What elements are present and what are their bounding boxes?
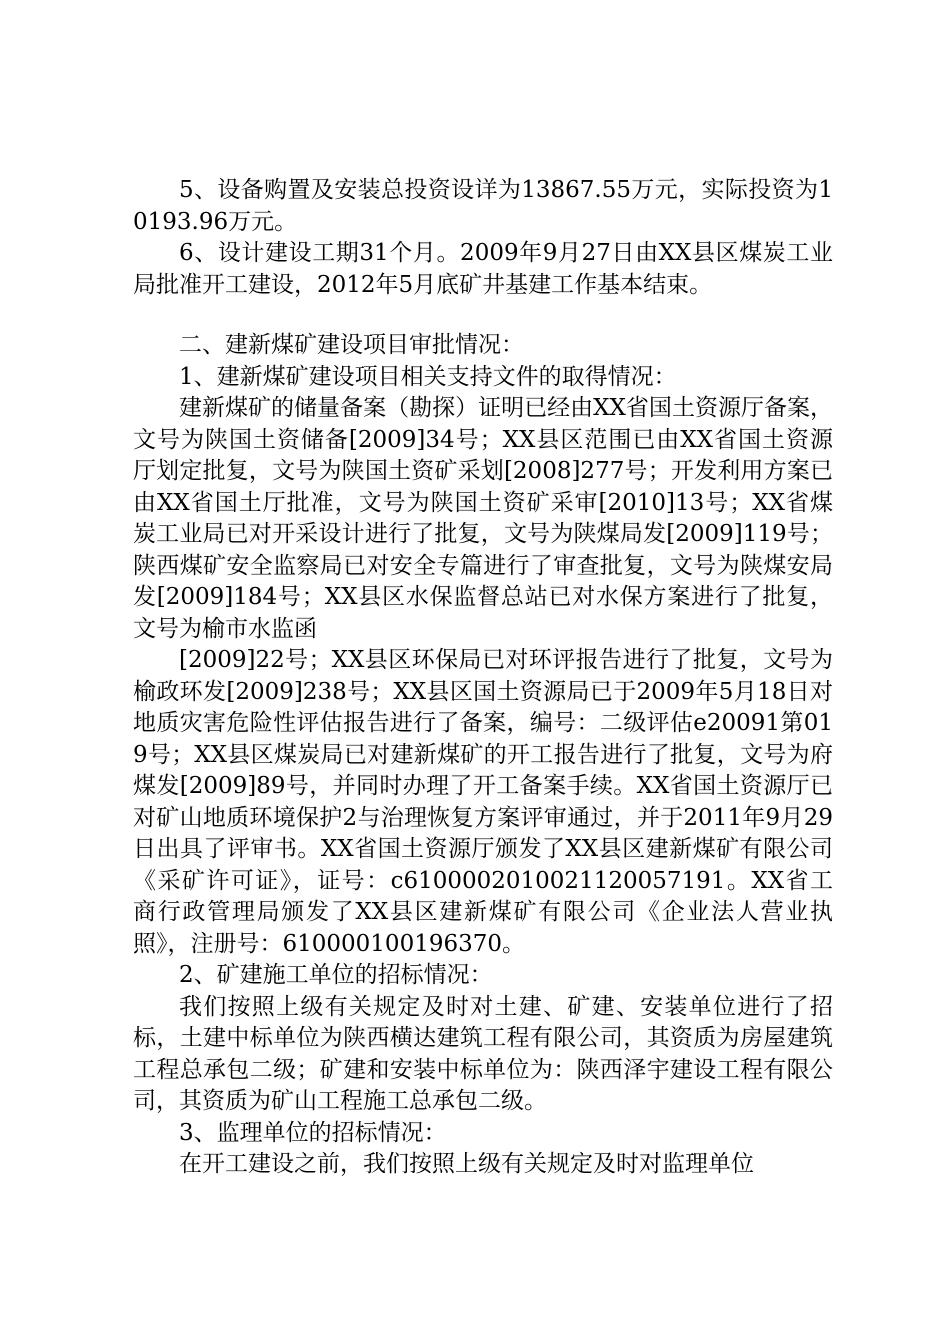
paragraph-construction-period: 6、设计建设工期31个月。2009年9月27日由XX县区煤炭工业局批准开工建设，2012年5月底矿井基建工作基本结束。 xyxy=(133,240,833,298)
sub-heading-supporting-documents: 1、建新煤矿建设项目相关支持文件的取得情况： xyxy=(179,363,677,390)
paragraph-approvals-part1: 建新煤矿的储量备案（勘探）证明已经由XX省国土资源厅备案，文号为陕国土资储备[2009]34号；XX县区范围已由XX省国土资源厅划定批复，文号为陕国土资矿采划[2008]277号；开发利用方案已由XX省国土厅批准，文号为陕国土资矿采审[2010]13号；XX省煤炭工业局已对开采设计进行了批复，文号为陕煤局发[2009]119号；陕西煤矿安全监察局已对安全专篇进行了审查批复，文号为陕煤安局发[2009]184号；XX县区水保监督总站已对水保方案进行了批复，文号为榆市水监函 xyxy=(133,395,833,642)
sub-heading-supervisor-bidding: 3、监理单位的招标情况： xyxy=(179,1119,447,1146)
sub-heading-contractor-bidding: 2、矿建施工单位的招标情况： xyxy=(179,962,493,988)
intro-paragraphs xyxy=(133,175,833,301)
paragraph-contractor-bidding: 我们按照上级有关规定及时对土建、矿建、安装单位进行了招标，土建中标单位为陕西横达建筑工程有限公司，其资质为房屋建筑工程总承包二级；矿建和安装中标单位为：陕西泽宇建设工程有限公司，其资质为矿山工程施工总承包二级。 xyxy=(133,993,833,1114)
approval-section xyxy=(133,330,833,1181)
paragraph-equipment-investment: 5、设备购置及安装总投资设详为13867.55万元，实际投资为10193.96万元。 xyxy=(133,177,833,235)
paragraph-approvals-part2: [2009]22号；XX县区环保局已对环评报告进行了批复，文号为榆政环发[2009]238号；XX县区国土资源局已于2009年5月18日对地质灾害危险性评估报告进行了备案，编号：二级评估e20091第019号；XX县区煤炭局已对建新煤矿的开工报告进行了批复，文号为府煤发[2009]89号，并同时办理了开工备案手续。XX省国土资源厅已对矿山地质环境保护2与治理恢复方案评审通过，并于2011年9月29日出具了评审书。XX省国土资源厅颁发了XX县区建新煤矿有限公司《采矿许可证》，证号：c6100002010021120057191。XX省工商行政管理局颁发了XX县区建新煤矿有限公司《企业法人营业执照》，注册号：610000100196370。 xyxy=(133,647,833,957)
section-heading: 二、建新煤矿建设项目审批情况： xyxy=(179,332,524,358)
paragraph-supervisor-bidding: 在开工建设之前，我们按照上级有关规定及时对监理单位 xyxy=(179,1151,754,1177)
